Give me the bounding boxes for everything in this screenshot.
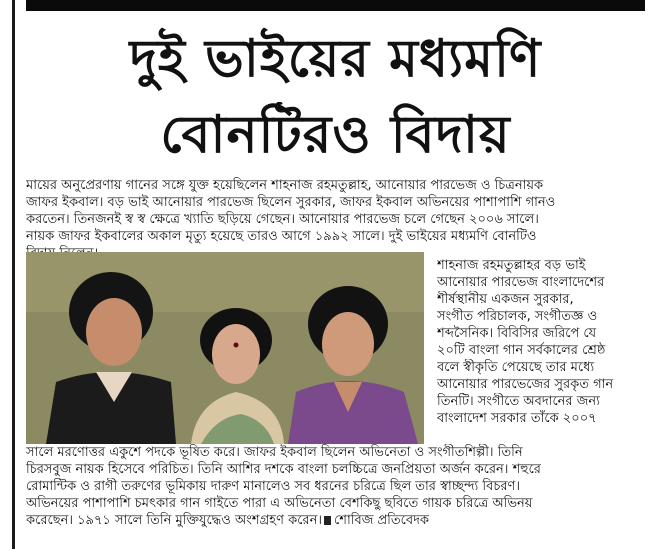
left-column-rule <box>12 0 15 549</box>
side-line: বলে স্বীকৃতি পেয়েছে তার মধ্যে <box>437 360 595 375</box>
intro-line: মায়ের অনুপ্রেরণায় গানের সঙ্গে যুক্ত হয়েছিলেন শাহনাজ রহমতুল্লাহ, আনোয়ার পারভেজ ও চিত্রনায়ক <box>26 178 544 193</box>
closing-line <box>26 512 646 529</box>
intro-line: করতেন। তিনজনই স্ব স্ব ক্ষেত্রে খ্যাতি ছড়িয়ে গেছেন। আনোয়ার পারভেজ চলে গেছেন ২০০৬ সালে। <box>26 212 539 227</box>
bottom-line: সালে মরণোত্তর একুশে পদকে ভূষিত করে। জাফর ইকবাল ছিলেন অভিনেতা ও সংগীতশিল্পী। তিনি <box>26 445 523 460</box>
top-rule <box>26 0 645 11</box>
family-photo <box>26 252 424 444</box>
side-line: ২০টি বাংলা গান সর্বকালের শ্রেষ্ঠ <box>437 343 606 358</box>
bottom-paragraph <box>26 444 646 529</box>
side-line: বাংলাদেশ সরকার তাঁকে ২০০৭ <box>437 411 597 426</box>
intro-paragraph <box>26 177 646 262</box>
side-line: শব্দসৈনিক। বিবিসির জরিপে যে <box>437 326 597 341</box>
side-line: তিনটি। সংগীতে অবদানের জন্য <box>437 394 600 409</box>
side-line: শাহনাজ রহমতুল্লাহর বড় ভাই <box>437 258 586 273</box>
side-line: আনোয়ার পারভেজের সুরকৃত গান <box>437 377 614 392</box>
bottom-line: অভিনয়ের পাশাপাশি চমৎকার গান গাইতে পারা এ অভিনেতা বেশকিছু ছবিতে গায়ক চরিত্রে অভিনয় <box>26 496 533 511</box>
headline-line-2: বোনটিরও বিদায় <box>160 105 511 165</box>
square-bullet-icon <box>324 516 331 525</box>
headline-line-1: দুই ভাইয়ের মধ্যমণি <box>129 29 542 89</box>
bottom-line: রোমান্টিক ও রাগী তরুণের ভূমিকায় দারুণ মানালেও সব ধরনের চরিত্রে ছিল তার স্বাচ্ছন্দ্য বিচরণ। <box>26 479 521 494</box>
reporter-credit: শোবিজ প্রতিবেদক <box>334 513 430 528</box>
side-line: আনোয়ার পারভেজ বাংলাদেশের <box>437 275 605 290</box>
side-line: সংগীত পরিচালক, সংগীতজ্ঞ ও <box>437 309 598 324</box>
side-paragraph <box>437 257 647 427</box>
side-line: শীর্ষস্থানীয় একজন সুরকার, <box>437 292 574 307</box>
intro-line: নায়ক জাফর ইকবালের অকাল মৃত্যু হয়েছে তারও আগে ১৯৯২ সালে। দুই ভাইয়ের মধ্যমণি বোনটিও <box>26 229 537 244</box>
bottom-line: চিরসবুজ নায়ক হিসেবে পরিচিত। তিনি আশির দশকে বাংলা চলচ্চিত্রে জনপ্রিয়তা অর্জন করেন। শহুরে <box>26 462 541 477</box>
family-photo-illustration <box>26 252 424 444</box>
closing-text: করেছেন। ১৯৭১ সালে তিনি মুক্তিযুদ্ধেও অংশগ্রহণ করেন। <box>26 513 322 528</box>
intro-line: জাফর ইকবাল। বড় ভাই আনোয়ার পারভেজ ছিলেন সুরকার, জাফর ইকবাল অভিনয়ের পাশাপাশি গানও <box>26 195 556 210</box>
